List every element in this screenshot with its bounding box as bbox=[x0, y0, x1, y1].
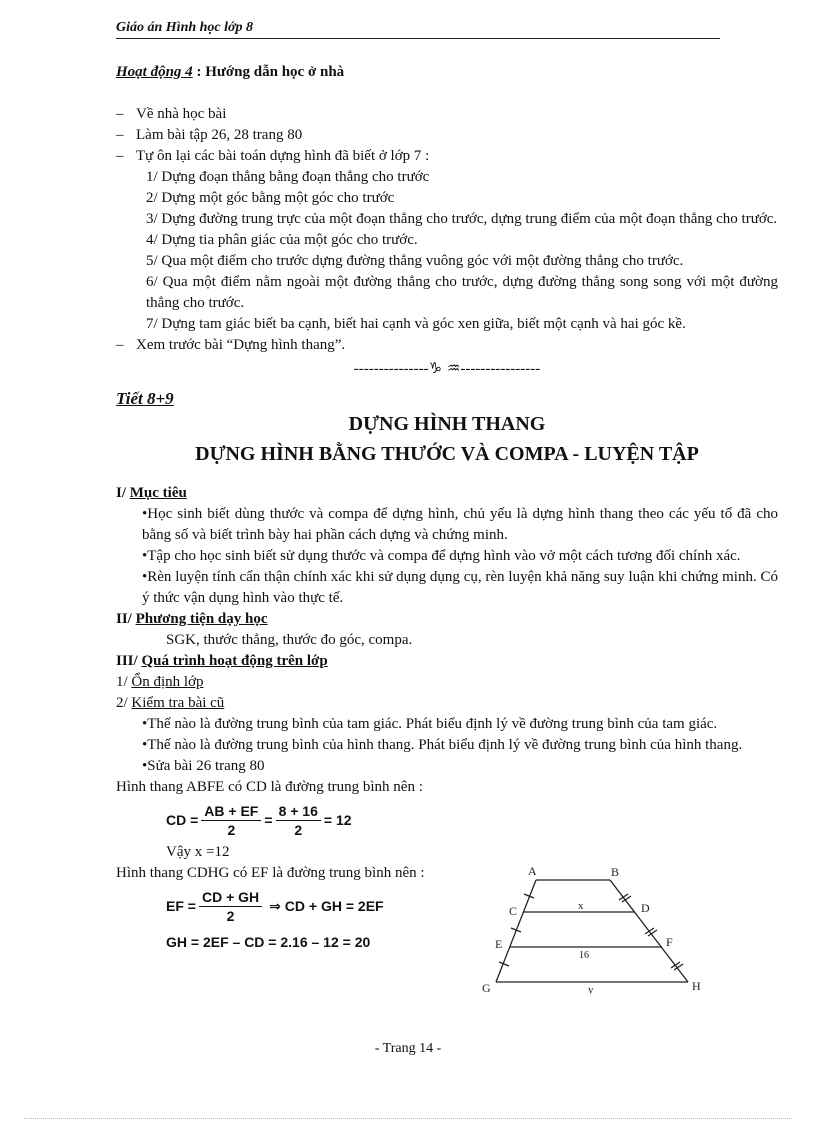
review-item: 2/ Dựng một góc bằng một góc cho trước bbox=[146, 190, 395, 206]
activity-heading bbox=[116, 62, 778, 83]
homework-text: Về nhà học bài bbox=[136, 106, 227, 122]
activity-title: Hướng dẫn học ở nhà bbox=[205, 64, 345, 80]
review-item: 3/ Dựng đường trung trực của một đoạn thẳng cho trước, dựng trung điểm của một đoạn thẳng cho trước. bbox=[146, 211, 778, 227]
review-item: 7/ Dựng tam giác biết ba cạnh, biết hai cạnh và góc xen giữa, biết một cạnh và hai góc kề. bbox=[146, 316, 686, 332]
page-bottom-border bbox=[24, 1118, 792, 1119]
equation-ef: EF = $\frac{CD + GH}{2}$ ⇒ CD + GH = 2EF bbox=[166, 888, 384, 924]
point-label-g: G bbox=[482, 981, 491, 994]
lesson-subtitle: DỰNG HÌNH BẰNG THƯỚC VÀ COMPA - LUYỆN TẬP bbox=[195, 443, 699, 465]
page-number: - Trang 14 - bbox=[374, 1041, 442, 1056]
trapezoid-figure bbox=[478, 862, 710, 994]
label-16: 16 bbox=[579, 950, 589, 961]
solution-line-1: Hình thang ABFE có CD là đường trung bình nên : bbox=[116, 779, 423, 795]
point-label-f: F bbox=[666, 935, 673, 949]
equation-cd: CD = $\frac{AB + EF}{2}$ = $\frac{8 + 16}{2}$ = 12 bbox=[166, 802, 352, 838]
check-bullet: •Thế nào là đường trung bình của tam giác. Phát biểu định lý về đường trung bình của tam giác. bbox=[142, 716, 718, 732]
homework-item: – Tự ôn lại các bài toán dựng hình đã biết ở lớp 7 : bbox=[116, 148, 430, 164]
section-objectives: I/ Mục tiêu bbox=[116, 485, 187, 501]
step-check: 2/ Kiểm tra bài cũ bbox=[116, 695, 225, 711]
homework-text: Tự ôn lại các bài toán dựng hình đã biết ở lớp 7 : bbox=[136, 148, 430, 164]
divider: ---------------♑ ♒---------------- bbox=[353, 359, 541, 377]
lesson-title: DỰNG HÌNH THANG bbox=[348, 413, 546, 435]
document-body bbox=[116, 62, 778, 956]
section-materials: II/ Phương tiện dạy học bbox=[116, 611, 268, 627]
point-label-c: C bbox=[509, 904, 518, 918]
activity-sep: : bbox=[192, 64, 206, 80]
preview-item: – Xem trước bài “Dựng hình thang”. bbox=[116, 337, 346, 353]
review-item: 6/ Qua một điểm nằm ngoài một đường thẳng cho trước, dựng đường thẳng song song với một đường thẳng cho trước. bbox=[146, 274, 778, 311]
homework-item: – Về nhà học bài bbox=[116, 106, 227, 122]
label-y: y bbox=[588, 984, 594, 994]
point-label-e: E bbox=[495, 937, 503, 951]
objective-bullet: •Học sinh biết dùng thước và compa để dựng hình, chủ yếu là dựng hình thang theo các yếu tố đã cho bằng số và biết trình bày hai phần cách dựng và chứng minh. bbox=[142, 506, 778, 543]
review-item: 1/ Dựng đoạn thẳng bằng đoạn thẳng cho trước bbox=[146, 169, 430, 185]
homework-item: – Làm bài tập 26, 28 trang 80 bbox=[116, 127, 303, 143]
page-header: Giáo án Hình học lớp 8 bbox=[116, 20, 720, 39]
solution-line-2: Hình thang CDHG có EF là đường trung bình nên : bbox=[116, 865, 425, 881]
solution-result-x: Vậy x =12 bbox=[166, 844, 230, 860]
step-stabilize: 1/ Ổn định lớp bbox=[116, 674, 204, 690]
objective-bullet: •Tập cho học sinh biết sử dụng thước và compa để dựng hình vào vở một cách tương đối chính xác. bbox=[142, 548, 741, 564]
materials-text: SGK, thước thẳng, thước đo góc, compa. bbox=[166, 632, 413, 648]
side-ag bbox=[496, 880, 536, 982]
check-bullet: •Sửa bài 26 trang 80 bbox=[142, 758, 265, 774]
equation-gh: GH = 2EF – CD = 2.16 – 12 = 20 bbox=[166, 934, 371, 950]
review-item: 5/ Qua một điểm cho trước dựng đường thẳng vuông góc với một đường thẳng cho trước. bbox=[146, 253, 684, 269]
point-label-b: B bbox=[611, 865, 620, 879]
section-process: III/ Quá trình hoạt động trên lớp bbox=[116, 653, 328, 669]
label-x: x bbox=[578, 900, 584, 912]
activity-label: Hoạt động 4 bbox=[116, 64, 193, 80]
point-label-a: A bbox=[528, 864, 537, 878]
review-item: 4/ Dựng tia phân giác của một góc cho trước. bbox=[146, 232, 418, 248]
lesson-label: Tiết 8+9 bbox=[116, 389, 174, 408]
homework-text: Làm bài tập 26, 28 trang 80 bbox=[136, 127, 303, 143]
preview-text: Xem trước bài “Dựng hình thang”. bbox=[136, 337, 346, 353]
zodiac-icon: ♑ ♒ bbox=[428, 359, 461, 377]
point-label-h: H bbox=[692, 979, 701, 993]
check-bullet: •Thế nào là đường trung bình của hình thang. Phát biểu định lý về đường trung bình của hình thang. bbox=[142, 737, 743, 753]
point-label-d: D bbox=[641, 901, 650, 915]
objective-bullet: •Rèn luyện tính cẩn thận chính xác khi sử dụng dụng cụ, rèn luyện khả năng suy luận khi chứng minh. Có ý thức vận dụng hình vào thực tế. bbox=[142, 569, 778, 606]
